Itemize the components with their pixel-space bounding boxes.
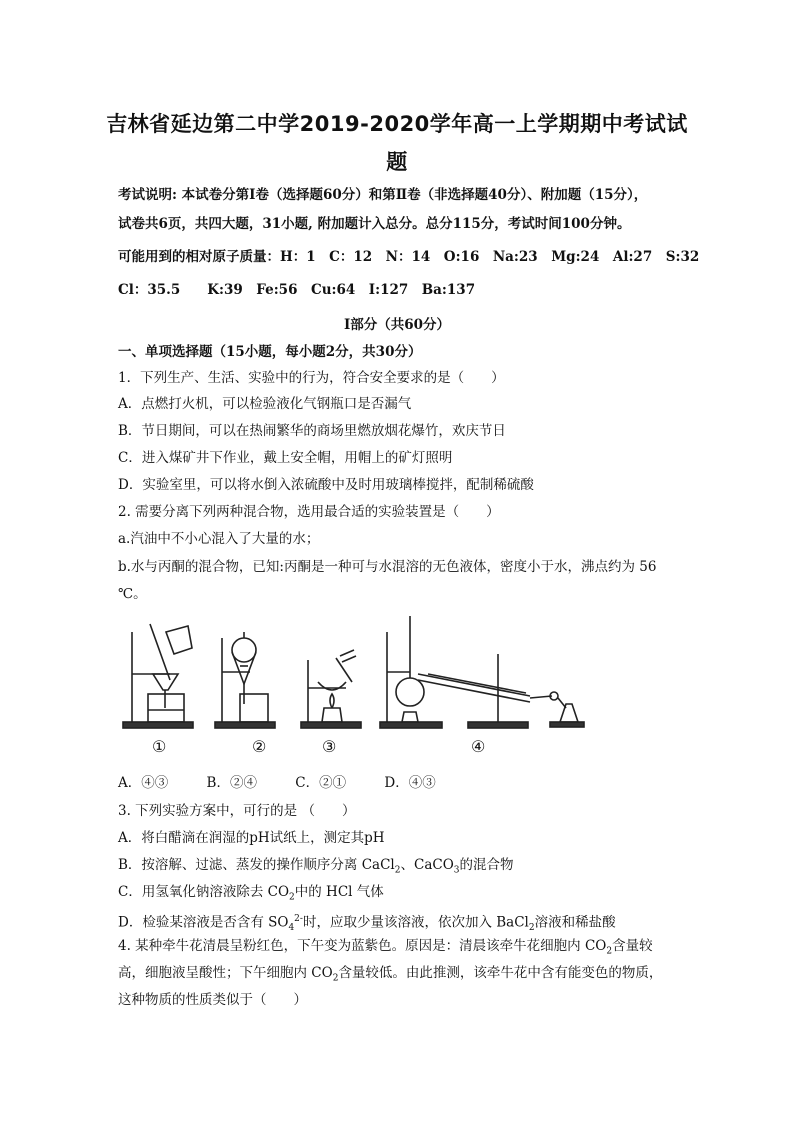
q2-choice-d: D．④③ (384, 775, 436, 791)
intro-line-1: 考试说明: 本试卷分第Ⅰ卷（选择题60分）和第Ⅱ卷（非选择题40分）、附加题（15分）， (118, 187, 648, 203)
part-header: Ⅰ部分（共60分） (343, 317, 451, 333)
q4-line-3: 这种物质的性质类似于（ ） (118, 992, 307, 1008)
q1-stem: 1．下列生产、生活、实验中的行为，符合安全要求的是（ ） (118, 370, 505, 386)
figure-label-3: ③ (322, 737, 337, 756)
q1-option-a: A．点燃打火机，可以检验液化气钢瓶口是否漏气 (118, 396, 412, 412)
q1-option-d: D．实验室里，可以将水倒入浓硫酸中及时用玻璃棒搅拌，配制稀硫酸 (118, 477, 534, 493)
figure-label-2: ② (252, 737, 267, 756)
q2-choice-a: A．④③ (118, 775, 169, 791)
q2-item-b-cont: ℃。 (118, 586, 147, 602)
apparatus-figure (118, 612, 588, 764)
page-title-cont: 题 (386, 150, 408, 174)
evaporation-apparatus-icon (301, 650, 361, 728)
q1-option-b: B．节日期间，可以在热闹繁华的商场里燃放烟花爆竹，欢庆节日 (118, 423, 506, 439)
figure-label-1: ① (152, 737, 167, 756)
q3-option-c: C．用氢氧化钠溶液除去 $CO_2$中的 HCl 气体 (118, 884, 384, 903)
intro-line-4: Cl：35.5 K:39 Fe:56 Cu:64 I:127 Ba:137 (118, 282, 476, 298)
q3-option-a: A．将白醋滴在润湿的pH试纸上，测定其pH (118, 830, 385, 846)
q2-choices (118, 774, 470, 792)
q3-stem: 3. 下列实验方案中，可行的是 （ ） (118, 803, 356, 819)
q4-line-2: 高，细胞液呈酸性；下午细胞内 $CO_2$含量较低。由此推测，该牵牛花中含有能变色的物质， (118, 965, 663, 984)
figure-label-4: ④ (471, 737, 486, 756)
q2-stem: 2. 需要分离下列两种混合物，选用最合适的实验装置是（ ） (118, 504, 500, 520)
distillation-apparatus-icon (380, 616, 584, 728)
q3-option-b: B．按溶解、过滤、蒸发的操作顺序分离 CaCl$_2$、CaCO$_3$的混合物 (118, 857, 514, 876)
page-title: 吉林省延边第二中学2019-2020学年高一上学期期中考试试 (106, 112, 688, 136)
q3-option-d: D．检验某溶液是否含有 $SO_4^{2-}$时，应取少量该溶液，依次加入 BaCl$_2$溶液和稀盐酸 (118, 914, 616, 934)
q2-item-a: a.汽油中不小心混入了大量的水； (118, 531, 320, 547)
q4-line-1: 4. 某种牵牛花清晨呈粉红色，下午变为蓝紫色。原因是：清晨该牵牛花细胞内 $CO_2$含量较 (118, 938, 653, 957)
q1-option-c: C．进入煤矿井下作业，戴上安全帽，用帽上的矿灯照明 (118, 450, 453, 466)
filtration-apparatus-icon (123, 624, 193, 728)
section-header: 一、单项选择题（15小题，每小题2分，共30分） (118, 344, 422, 360)
intro-line-3: 可能用到的相对原子质量：H：1 C：12 N：14 O:16 Na:23 Mg:24 Al:27 S:32 (118, 249, 700, 265)
q2-item-b: b.水与丙酮的混合物，已知:丙酮是一种可与水混溶的无色液体，密度小于水，沸点约为 56 (118, 559, 657, 575)
q2-choice-b: B．②④ (206, 775, 257, 791)
intro-line-2: 试卷共6页，共四大题，31小题, 附加题计入总分。总分115分，考试时间100分钟。 (118, 216, 631, 232)
q2-choice-c: C．②① (295, 775, 347, 791)
separatory-funnel-apparatus-icon (215, 632, 275, 728)
